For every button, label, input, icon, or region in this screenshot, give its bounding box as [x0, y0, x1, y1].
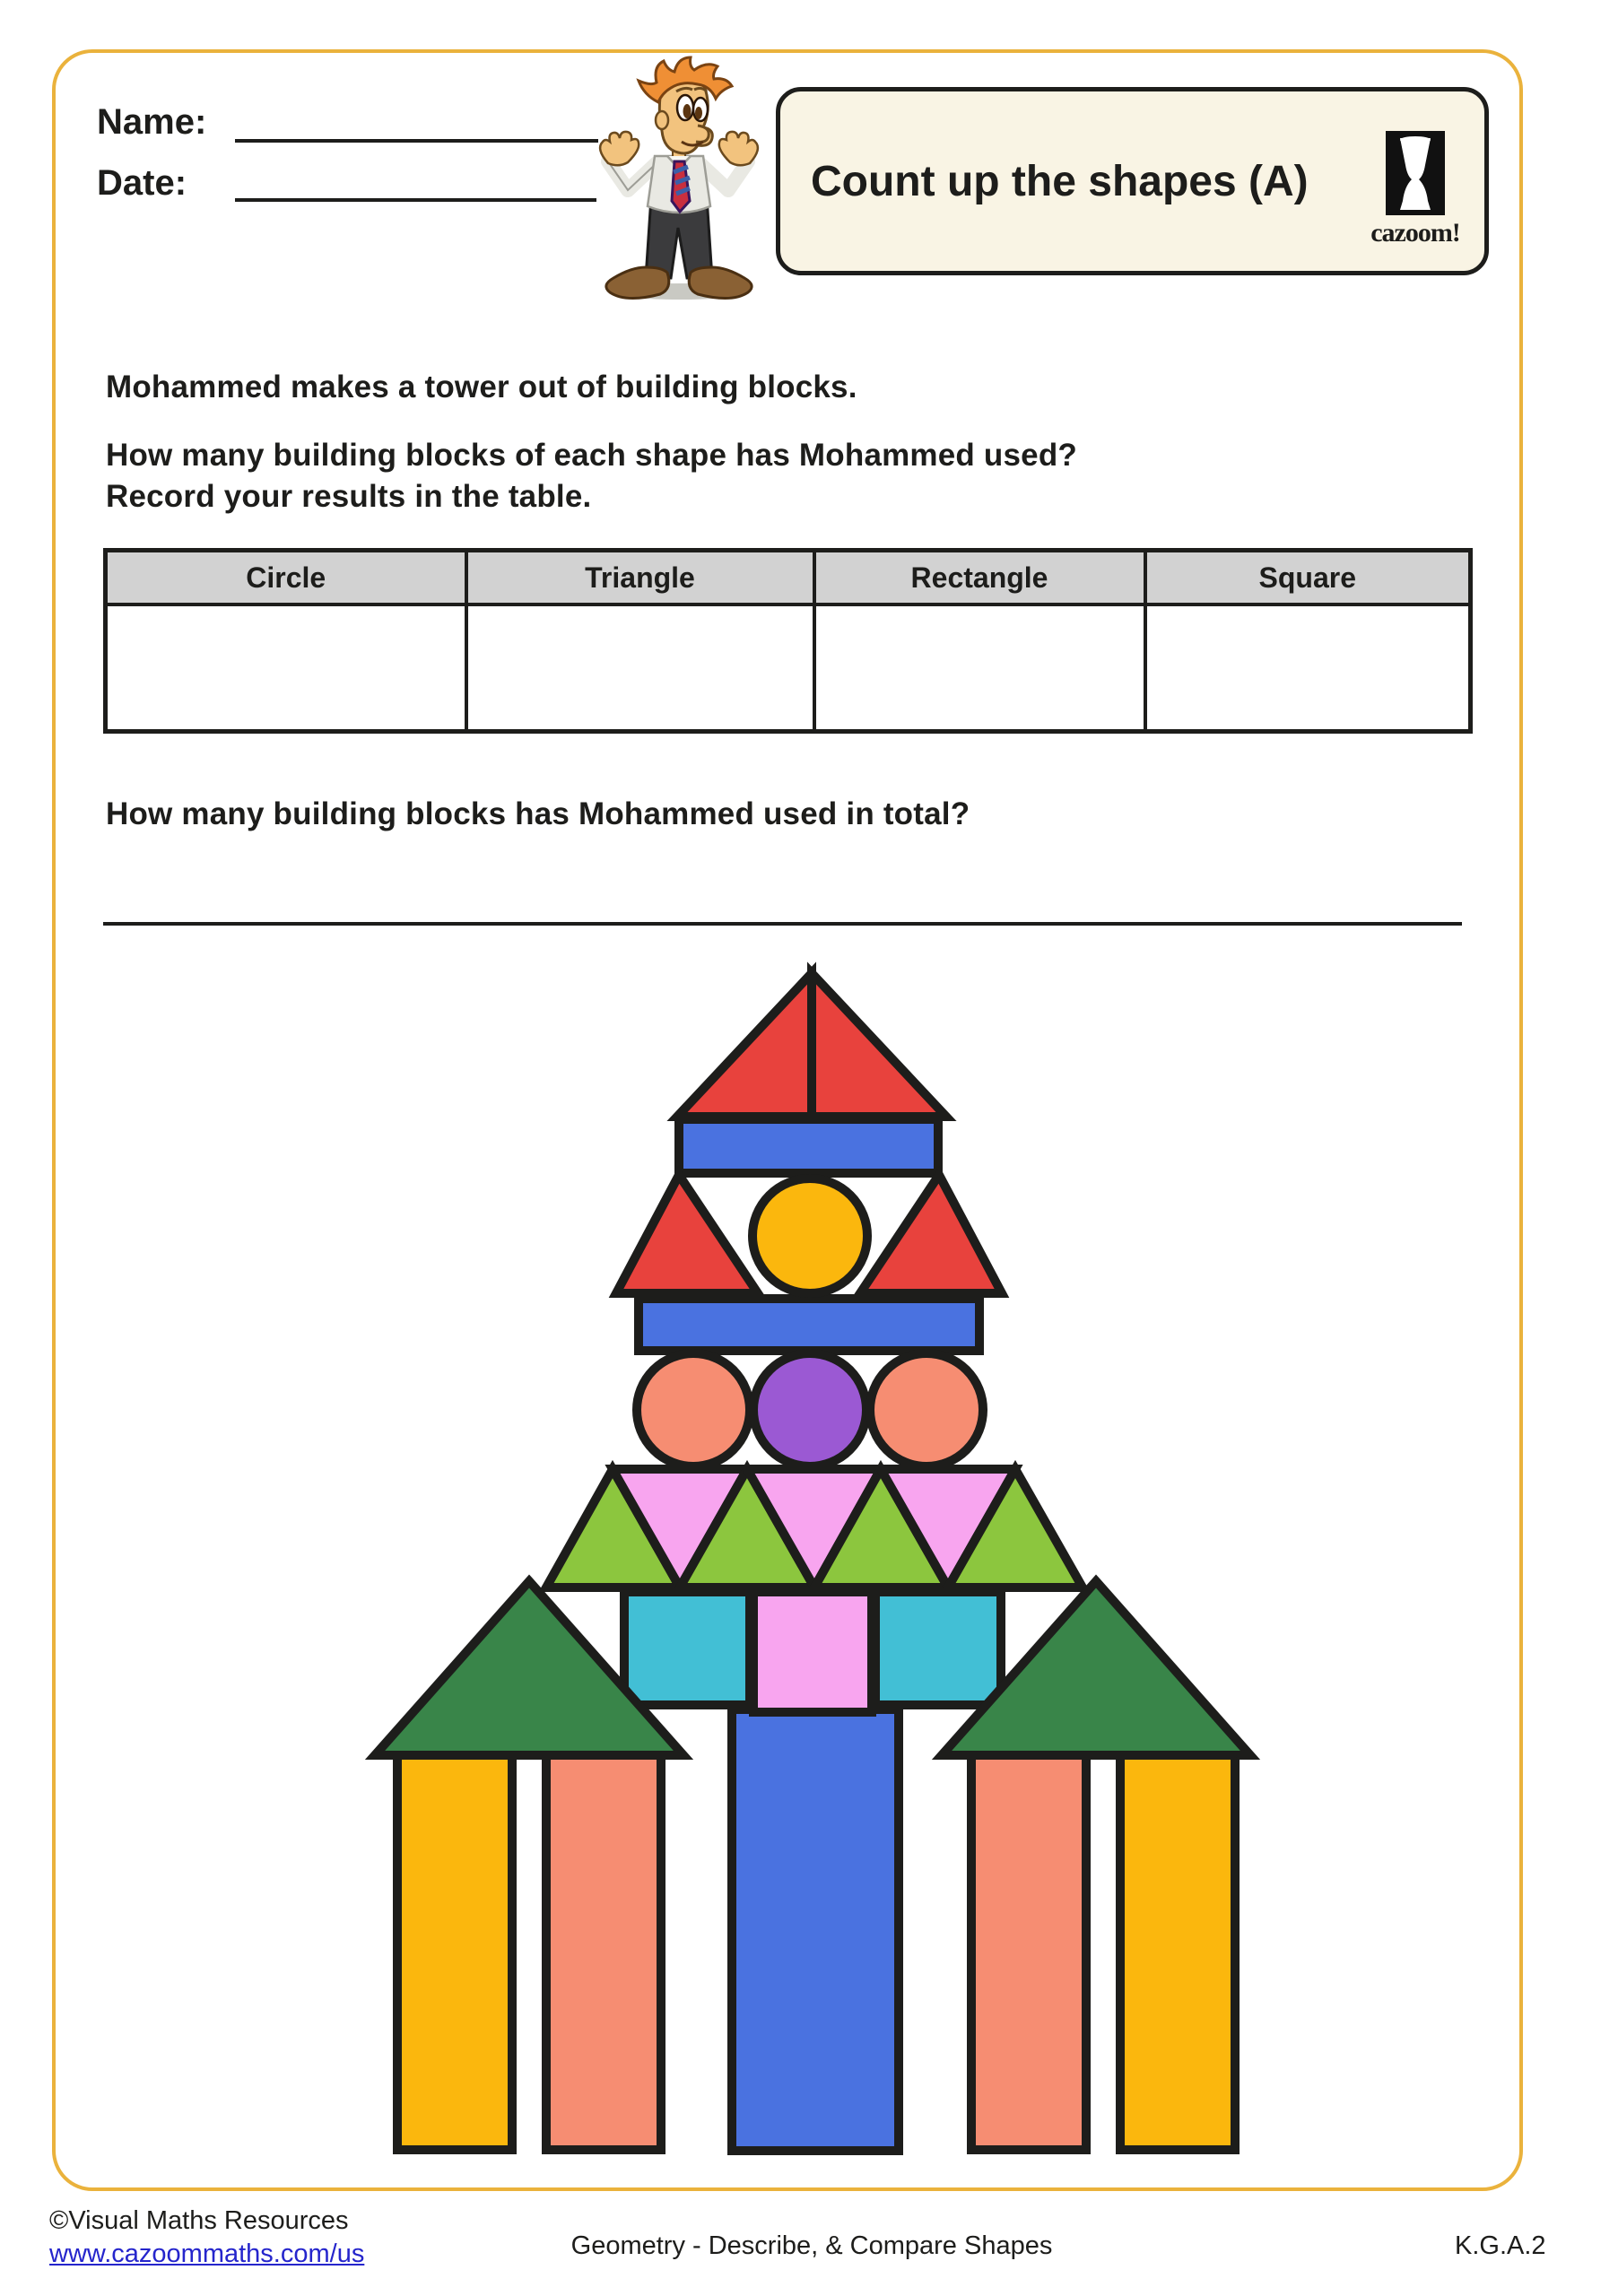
column-header-rectangle: Rectangle	[814, 551, 1145, 605]
answer-cell-rectangle[interactable]	[814, 604, 1145, 732]
salmon-circle-left	[637, 1353, 750, 1466]
date-label: Date:	[97, 163, 187, 203]
worksheet-title: Count up the shapes (A)	[811, 157, 1309, 205]
table-header-row	[106, 551, 1471, 605]
yellow-leg-right	[1120, 1755, 1235, 2150]
mascot-boy-illustration	[581, 56, 777, 305]
results-table	[103, 548, 1473, 734]
yellow-leg-left	[397, 1755, 512, 2150]
blue-column	[732, 1709, 899, 2151]
date-input-line[interactable]	[235, 198, 596, 202]
salmon-circle-right	[870, 1353, 983, 1466]
answer-cell-triangle[interactable]	[466, 604, 814, 732]
column-header-circle: Circle	[106, 551, 466, 605]
question-1	[106, 435, 1077, 517]
name-input-line[interactable]	[235, 139, 598, 143]
teal-square-right	[875, 1592, 1001, 1705]
cazoom-goblet-icon	[1386, 131, 1445, 215]
pink-square	[753, 1592, 872, 1712]
answer-cell-square[interactable]	[1145, 604, 1471, 732]
intro-text: Mohammed makes a tower out of building blocks.	[106, 370, 857, 404]
question-1-line-2: Record your results in the table.	[106, 479, 592, 514]
teal-square-left	[624, 1592, 750, 1705]
column-header-triangle: Triangle	[466, 551, 814, 605]
cazoom-wordmark: cazoom!	[1370, 218, 1460, 248]
footer-subject: Geometry - Describe, & Compare Shapes	[570, 2231, 1053, 2260]
red-triangle-left	[616, 1175, 758, 1293]
footer-copyright: ©Visual Maths Resources	[49, 2206, 349, 2235]
blue-rectangle-1	[679, 1119, 938, 1173]
purple-circle	[753, 1353, 866, 1466]
column-header-square: Square	[1145, 551, 1471, 605]
salmon-leg-right	[971, 1755, 1086, 2150]
table-answer-row	[106, 604, 1471, 732]
title-box	[776, 87, 1489, 275]
red-triangle-right	[860, 1175, 1002, 1293]
top-red-triangle-right	[812, 973, 946, 1117]
cazoom-logo	[1366, 131, 1465, 248]
footer-standard-code: K.G.A.2	[1455, 2231, 1546, 2260]
building-blocks-tower	[341, 951, 1292, 2170]
answer-cell-circle[interactable]	[106, 604, 466, 732]
yellow-circle	[752, 1178, 867, 1293]
question-1-line-1: How many building blocks of each shape has Mohammed used?	[106, 438, 1077, 473]
salmon-leg-left	[546, 1755, 661, 2150]
top-red-triangle-left	[677, 973, 812, 1117]
blue-rectangle-2	[639, 1299, 979, 1351]
footer-website-link[interactable]: www.cazoommaths.com/us	[49, 2239, 365, 2268]
total-answer-line[interactable]	[103, 922, 1462, 926]
name-label: Name:	[97, 102, 207, 142]
question-2: How many building blocks has Mohammed used in total?	[106, 796, 970, 831]
